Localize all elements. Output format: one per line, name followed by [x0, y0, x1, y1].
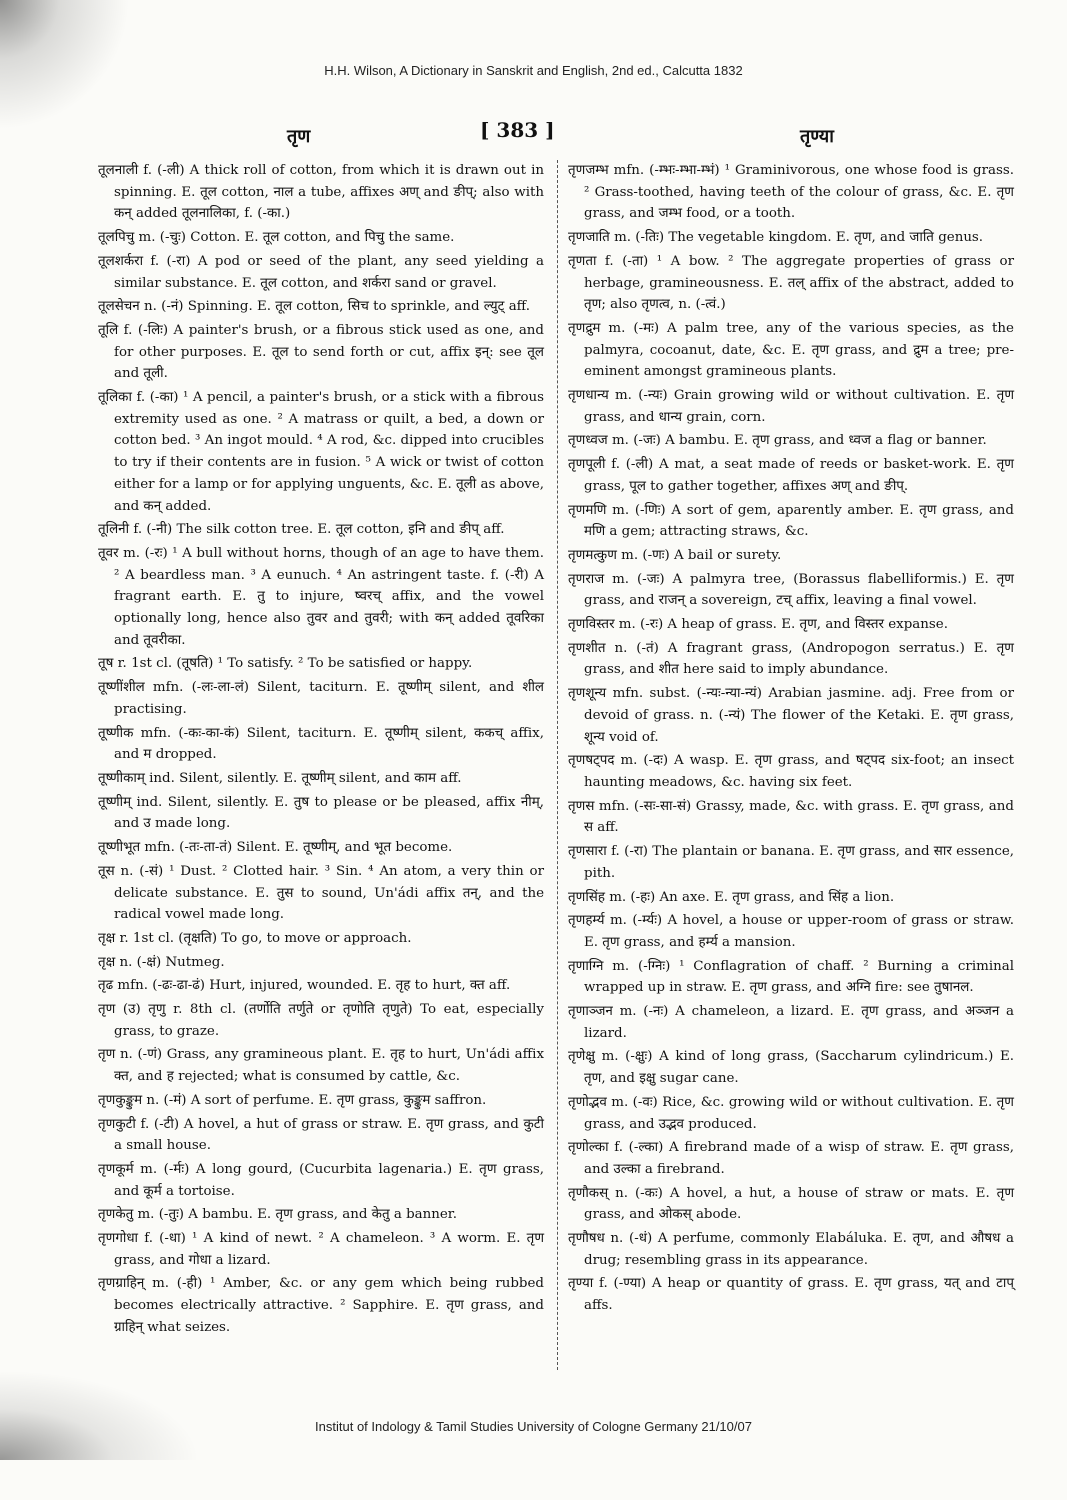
dictionary-entry: तूस n. (-सं) ¹ Dust. ² Clotted hair. ³ Sin. ⁴ An atom, a very thin or delicate substance. E. तुस to sound, Un'ádi affix तन्, and the radical vowel made long.: [98, 863, 544, 923]
dictionary-entry: तृणोल्का f. (-ल्का) A firebrand made of a wisp of straw. E. तृण grass, and उल्का a firebrand.: [568, 1140, 1014, 1177]
source-header: H.H. Wilson, A Dictionary in Sanskrit and English, 2nd ed., Calcutta 1832: [324, 63, 743, 78]
source-footer: Institut of Indology & Tamil Studies University of Cologne Germany 21/10/07: [315, 1419, 752, 1434]
dictionary-entry: तृणविस्तर m. (-रः) A heap of grass. E. तृण, and विस्तर expanse.: [568, 617, 948, 633]
dictionary-entry: तृणाञ्जन m. (-नः) A chameleon, a lizard. E. तृण grass, and अञ्जन a lizard.: [568, 1004, 1014, 1041]
dictionary-entry: तृणोद्भव m. (-वः) Rice, &c. growing wild or without cultivation. E. तृण grass, and उद्भव produced.: [568, 1094, 1014, 1132]
dictionary-entry: तृणसारा f. (-रा) The plantain or banana. E. तृण grass, and सार essence, pith.: [568, 844, 1014, 881]
dictionary-entry: तृणकेतु m. (-तुः) A bambu. E. तृण grass, and केतु a banner.: [98, 1207, 457, 1223]
dictionary-entry: तृणमणि m. (-णिः) A sort of gem, aparently amber. E. तृण grass, and मणि a gem; attracting straws, &c.: [568, 502, 1014, 540]
dictionary-entry: तूष्णींशील mfn. (-लः-ला-लं) Silent, taciturn. E. तूष्णीम् silent, and शील practising.: [98, 680, 544, 717]
dictionary-entry: तृणकूर्म m. (-र्मः) A long gourd, (Cucurbita lagenaria.) E. तृण grass, and कूर्म a tortoise.: [98, 1161, 544, 1199]
dictionary-entry: तूलसेचन n. (-नं) Spinning. E. तूल cotton, सिच to sprinkle, and ल्युट् aff.: [98, 299, 530, 315]
dictionary-entry: तृणेक्षु m. (-क्षुः) A kind of long grass, (Saccharum cylindricum.) E. तृण, and इक्षु sugar cane.: [568, 1049, 1014, 1087]
running-head-right: तृण्या: [800, 126, 834, 147]
column-divider: [557, 160, 559, 1370]
dictionary-entry: तृढ mfn. (-ढः-ढा-ढं) Hurt, injured, wounded. E. तृह to hurt, क्त aff.: [98, 978, 511, 994]
dictionary-entry: तृक्ष r. 1st cl. (तृक्षति) To go, to move or approach.: [98, 930, 412, 946]
dictionary-entry: तृणशीत n. (-तं) A fragrant grass, (Andropogon serratus.) E. तृण grass, and शीत here said to imply abundance.: [568, 640, 1014, 678]
dictionary-entry: तृणजाति m. (-तिः) The vegetable kingdom. E. तृण, and जाति genus.: [568, 230, 984, 246]
dictionary-entry: तृणौकस् n. (-कः) A hovel, a hut, a house of straw or mats. E. तृण grass, and ओकस् abode.: [568, 1185, 1014, 1223]
dictionary-entry: तृणता f. (-ता) ¹ A bow. ² The aggregate properties of grass or herbage, gramineousness. E. तल् affix of the abstract, added to तृण; also तृणत्व, n. (-त्वं.): [568, 253, 1014, 313]
dictionary-entry: तूलशर्करा f. (-रा) A pod or seed of the plant, any seed yielding a similar substance. E. तूल cotton, and शर्करा sand or gravel.: [98, 253, 544, 291]
dictionary-entry: तृण्या f. (-ण्या) A heap or quantity of grass. E. तृण grass, यत् and टाप् affs.: [568, 1276, 1014, 1314]
dictionary-entry: तूष r. 1st cl. (तूषति) ¹ To satisfy. ² To be satisfied or happy.: [98, 656, 473, 672]
dictionary-entry: तृणजम्भ mfn. (-म्भः-म्भा-म्भं) ¹ Graminivorous, one whose food is grass. ² Grass-toothed, having teeth of the colour of grass, &c. E. तृण grass, and जम्भ food, or a tooth.: [568, 163, 1014, 222]
dictionary-entry: तृणराज m. (-जः) A palmyra tree, (Borassus flabelliformis.) E. तृण grass, and राजन् a sovereign, टच् affix, leaving a final vowel.: [568, 571, 1014, 609]
running-head: [0, 118, 1067, 148]
dictionary-entry: तृण n. (-णं) Grass, any gramineous plant. E. तृह to hurt, Un'ádi affix क्त, and ह rejected; what is consumed by cattle, &c.: [98, 1047, 544, 1085]
left-column: [98, 160, 544, 1341]
dictionary-entry: तृणग्राहिन् m. (-ही) ¹ Amber, &c. or any gem which being rubbed becomes electrically attractive. ² Sapphire. E. तृण grass, and ग्राहिन् what seizes.: [98, 1276, 544, 1335]
dictionary-entry: तूष्णीम् ind. Silent, silently. E. तुष to please or be pleased, affix नीम्, and उ made long.: [98, 794, 544, 832]
dictionary-entry: तृणशून्य mfn. subst. (-न्यः-न्या-न्यं) Arabian jasmine. adj. Free from or devoid of grass. n. (-न्यं) The flower of the Ketaki. E. तृण grass, शून्य void of.: [568, 686, 1014, 745]
dictionary-entry: तृणसिंह m. (-हः) An axe. E. तृण grass, and सिंह a lion.: [568, 889, 895, 905]
dictionary-entry: तूलिका f. (-का) ¹ A pencil, a painter's brush, or a stick with a fibrous extremity used as one. ² A matrass or quilt, a bed, a down or cotton bed. ³ An ingot mould. ⁴ A rod, &c. dipped into crucibles to try if their contents are in fusion. ⁵ A wick or twist of cotton either for a lamp or for applying unguents, &c. E. तूली as above, and कन् added.: [98, 390, 544, 514]
scan-shadow-bottom-left: [0, 1370, 200, 1460]
dictionary-entry: तूलिनी f. (-नी) The silk cotton tree. E. तूल cotton, इनि and ङीप् aff.: [98, 522, 505, 538]
dictionary-entry: तृणाग्नि m. (-ग्निः) ¹ Conflagration of chaff. ² Burning a criminal wrapped up in straw. E. तृण grass, and अग्नि fire: see तुषानल.: [568, 958, 1014, 996]
dictionary-entry: तृणकुटी f. (-टी) A hovel, a hut of grass or straw. E. तृण grass, and कुटी a small house.: [98, 1116, 544, 1154]
dictionary-entry: तृणषट्पद m. (-दः) A wasp. E. तृण grass, and षट्पद six-foot; an insect haunting meadows, &c. having six feet.: [568, 753, 1014, 790]
running-head-left: तृण: [287, 126, 311, 147]
dictionary-entry: तृणकुङ्कुम n. (-मं) A sort of perfume. E. तृण grass, कुङ्कुम saffron.: [98, 1092, 487, 1108]
dictionary-entry: तृणध्वज m. (-जः) A bambu. E. तृण grass, and ध्वज a flag or banner.: [568, 433, 987, 449]
dictionary-entry: तृणगोधा f. (-धा) ¹ A kind of newt. ² A chameleon. ³ A worm. E. तृण grass, and गोधा a lizard.: [98, 1231, 544, 1268]
dictionary-entry: तृण (उ) तृणु r. 8th cl. (तर्णोति तर्णुते or तृणोति तृणुते) To eat, especially grass, to graze.: [98, 1002, 544, 1039]
dictionary-columns: [98, 160, 1016, 1380]
dictionary-entry: तृणहर्म्य m. (-र्म्यः) A hovel, a house or upper-room of grass or straw. E. तृण grass, and हर्म्य a mansion.: [568, 913, 1014, 950]
dictionary-entry: तृणमत्कुण m. (-णः) A bail or surety.: [568, 547, 782, 563]
dictionary-entry: तूलि f. (-लिः) A painter's brush, or a fibrous stick used as one, and for other purposes. E. तूल to send forth or cut, affix इन्: see तूल and तूली.: [98, 322, 544, 382]
dictionary-entry: तृणौषध n. (-धं) A perfume, commonly Elabáluka. E. तृण, and औषध a drug; resembling grass in its appearance.: [568, 1231, 1014, 1268]
dictionary-entry: तूष्णीभूत mfn. (-तः-ता-तं) Silent. E. तूष्णीम्, and भूत become.: [98, 840, 453, 856]
dictionary-entry: तूलपिचु m. (-चुः) Cotton. E. तूल cotton, and पिचु the same.: [98, 230, 455, 246]
dictionary-entry: तूष्णीक mfn. (-कः-का-कं) Silent, taciturn. E. तूष्णीम् silent, ककच् affix, and म dropped.: [98, 725, 544, 763]
dictionary-entry: तूलनाली f. (-ली) A thick roll of cotton, from which it is drawn out in spinning. E. तूल cotton, नाल a tube, affixes अण् and ङीप्; also with कन् added तूलनालिका, f. (-का.): [98, 163, 544, 222]
dictionary-entry: तृणपूली f. (-ली) A mat, a seat made of reeds or basket-work. E. तृण grass, पूल to gather together, affixes अण् and ङीप्.: [568, 457, 1014, 494]
right-column: [568, 160, 1014, 1319]
dictionary-entry: तूवर m. (-रः) ¹ A bull without horns, though of an age to have them. ² A beardless man. ³ A eunuch. ⁴ An astringent taste. f. (-री) A fragrant earth. E. तु to injure, ष्वरच् affix, and the vowel optionally long, hence also तुवर and तुवरी; with कन् added तूवरिका and तूवरीका.: [98, 545, 544, 648]
dictionary-entry: तृक्ष n. (-क्षं) Nutmeg.: [98, 954, 225, 970]
dictionary-entry: तृणधान्य m. (-न्यः) Grain growing wild or without cultivation. E. तृण grass, and धान्य grain, corn.: [568, 388, 1014, 425]
dictionary-entry: तूष्णीकाम् ind. Silent, silently. E. तूष्णीम् silent, and काम aff.: [98, 770, 462, 786]
page-number: [ 383 ]: [480, 118, 555, 142]
dictionary-entry: तृणद्रुम m. (-मः) A palm tree, any of the various species, as the palmyra, cocoanut, date, &c. E. तृण grass, and द्रुम a tree; pre-eminent amongst gramineous plants.: [568, 320, 1014, 380]
dictionary-entry: तृणस mfn. (-सः-सा-सं) Grassy, made, &c. with grass. E. तृण grass, and स aff.: [568, 798, 1014, 836]
